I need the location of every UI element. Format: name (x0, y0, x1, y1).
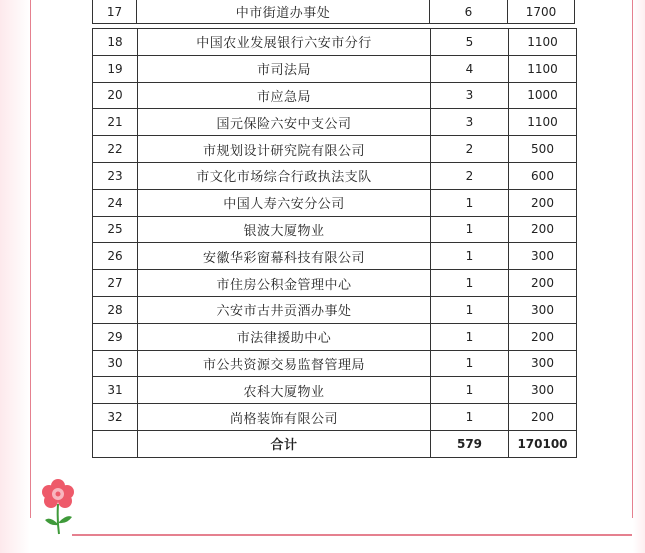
table-row (93, 55, 577, 82)
row-number: 17 (93, 0, 137, 24)
organization-name: 安徽华彩窗幕科技有限公司 (138, 243, 431, 270)
frame-bottom-border (72, 534, 632, 536)
organization-name: 中国人寿六安分公司 (138, 189, 431, 216)
row-number: 19 (93, 55, 138, 82)
table-row (93, 323, 577, 350)
row-number: 24 (93, 189, 138, 216)
row-number: 22 (93, 136, 138, 163)
frame-right-border (632, 0, 633, 518)
donation-amount: 300 (509, 243, 577, 270)
donation-amount: 300 (509, 377, 577, 404)
donor-count: 4 (431, 55, 509, 82)
donation-amount: 600 (509, 162, 577, 189)
total-row (93, 430, 577, 457)
donation-table-top (92, 0, 575, 24)
donation-amount: 300 (509, 350, 577, 377)
row-number: 23 (93, 162, 138, 189)
donation-amount: 200 (509, 323, 577, 350)
organization-name: 市司法局 (138, 55, 431, 82)
table-row (93, 296, 577, 323)
left-page-fade (0, 0, 30, 553)
table-row (93, 270, 577, 297)
row-number: 25 (93, 216, 138, 243)
table-row (93, 243, 577, 270)
donation-amount: 200 (509, 404, 577, 431)
row-number: 21 (93, 109, 138, 136)
row-number: 30 (93, 350, 138, 377)
row-number: 28 (93, 296, 138, 323)
donation-table (92, 28, 577, 458)
donor-count: 6 (430, 0, 508, 24)
organization-name: 市应急局 (138, 82, 431, 109)
donor-count: 5 (431, 29, 509, 56)
table-row (93, 377, 577, 404)
organization-name: 市住房公积金管理中心 (138, 270, 431, 297)
donation-amount: 1700 (508, 0, 575, 24)
table-row (93, 109, 577, 136)
table-row (93, 189, 577, 216)
row-number: 31 (93, 377, 138, 404)
donor-count: 1 (431, 270, 509, 297)
donor-count: 1 (431, 404, 509, 431)
donor-count: 1 (431, 189, 509, 216)
table-row (93, 29, 577, 56)
donation-amount: 1100 (509, 109, 577, 136)
donation-amount: 500 (509, 136, 577, 163)
organization-name: 市公共资源交易监督管理局 (138, 350, 431, 377)
table-row (93, 162, 577, 189)
row-number: 20 (93, 82, 138, 109)
donor-count: 1 (431, 323, 509, 350)
organization-name: 市法律援助中心 (138, 323, 431, 350)
row-number: 27 (93, 270, 138, 297)
organization-name: 国元保险六安中支公司 (138, 109, 431, 136)
organization-name: 六安市古井贡酒办事处 (138, 296, 431, 323)
table-row (93, 136, 577, 163)
organization-name: 中国农业发展银行六安市分行 (138, 29, 431, 56)
donor-count: 1 (431, 377, 509, 404)
donation-amount: 1100 (509, 29, 577, 56)
row-number: 29 (93, 323, 138, 350)
row-number: 18 (93, 29, 138, 56)
table-row (93, 216, 577, 243)
table-row (93, 404, 577, 431)
total-amount: 170100 (509, 430, 577, 457)
donor-count: 1 (431, 296, 509, 323)
row-number: 32 (93, 404, 138, 431)
right-page-fade (633, 0, 645, 553)
donor-count: 3 (431, 109, 509, 136)
table-row (93, 350, 577, 377)
flower-icon (40, 478, 78, 536)
organization-name: 市文化市场综合行政执法支队 (138, 162, 431, 189)
donation-amount: 200 (509, 270, 577, 297)
row-number: 26 (93, 243, 138, 270)
total-count: 579 (431, 430, 509, 457)
organization-name: 尚格装饰有限公司 (138, 404, 431, 431)
donor-count: 1 (431, 243, 509, 270)
organization-name: 农科大厦物业 (138, 377, 431, 404)
table-row (93, 0, 575, 24)
donation-amount: 200 (509, 189, 577, 216)
organization-name: 市规划设计研究院有限公司 (138, 136, 431, 163)
donor-count: 1 (431, 350, 509, 377)
donation-amount: 1100 (509, 55, 577, 82)
total-blank-cell (93, 430, 138, 457)
total-label: 合计 (138, 430, 431, 457)
donation-amount: 1000 (509, 82, 577, 109)
donor-count: 2 (431, 162, 509, 189)
organization-name: 银波大厦物业 (138, 216, 431, 243)
donor-count: 2 (431, 136, 509, 163)
table-row (93, 82, 577, 109)
donor-count: 3 (431, 82, 509, 109)
donation-amount: 300 (509, 296, 577, 323)
frame-left-border (30, 0, 31, 518)
organization-name: 中市街道办事处 (137, 0, 430, 24)
donation-amount: 200 (509, 216, 577, 243)
donor-count: 1 (431, 216, 509, 243)
